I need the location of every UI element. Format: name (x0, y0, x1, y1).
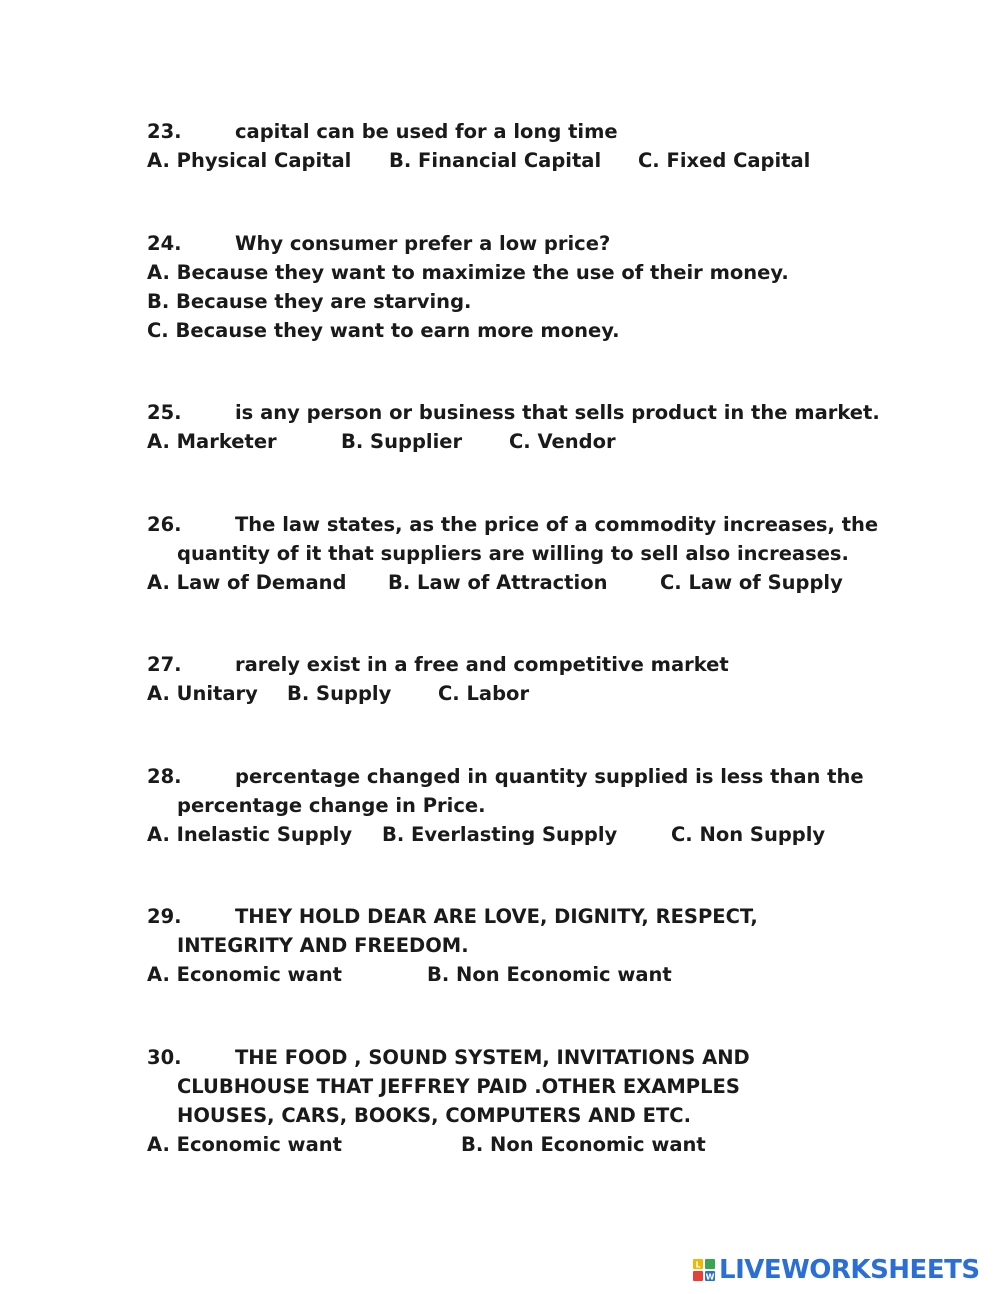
logo-letter-w: W (705, 1272, 715, 1281)
question-25 (147, 398, 907, 456)
question-text: is any person or business that sells product in the market. (235, 401, 880, 424)
option-b: B. Non Economic want (461, 1133, 706, 1156)
question-27 (147, 650, 907, 708)
option-c: C. Because they want to earn more money. (147, 319, 620, 342)
question-text: THEY HOLD DEAR ARE LOVE, DIGNITY, RESPECT, (235, 905, 758, 928)
option-b: B. Supplier (341, 430, 463, 453)
option-b: B. Law of Attraction (388, 571, 608, 594)
question-number: 24. (147, 232, 182, 255)
options-row (147, 679, 907, 708)
options-row (147, 1130, 907, 1159)
question-number: 27. (147, 653, 182, 676)
question-number: 28. (147, 765, 182, 788)
option-b: B. Because they are starving. (147, 290, 472, 313)
question-text-continued: HOUSES, CARS, BOOKS, COMPUTERS AND ETC. (177, 1104, 691, 1127)
question-text: rarely exist in a free and competitive market (235, 653, 729, 676)
option-a: A. Economic want (147, 1133, 342, 1156)
option-b: B. Non Economic want (427, 963, 672, 986)
logo-text: LIVEWORKSHEETS (719, 1255, 980, 1285)
question-text: THE FOOD , SOUND SYSTEM, INVITATIONS AND (235, 1046, 750, 1069)
question-26 (147, 510, 907, 597)
option-c: C. Non Supply (671, 823, 826, 846)
question-text: The law states, as the price of a commodity increases, the (235, 513, 879, 536)
question-text-continued: CLUBHOUSE THAT JEFFREY PAID .OTHER EXAMPLES (177, 1075, 740, 1098)
options-row (147, 568, 907, 597)
question-number: 30. (147, 1046, 182, 1069)
options-row (147, 820, 907, 849)
liveworksheets-logo (693, 1256, 980, 1284)
option-a: A. Law of Demand (147, 571, 347, 594)
question-text: capital can be used for a long time (235, 120, 618, 143)
question-number: 26. (147, 513, 182, 536)
question-text-continued: percentage change in Price. (177, 794, 486, 817)
question-24 (147, 229, 907, 345)
option-b: B. Everlasting Supply (382, 823, 618, 846)
options-row (147, 960, 907, 989)
question-28 (147, 762, 907, 849)
question-number: 25. (147, 401, 182, 424)
logo-letter-l: L (695, 1260, 701, 1270)
option-a: A. Unitary (147, 682, 258, 705)
options-row (147, 427, 907, 456)
question-number: 23. (147, 120, 182, 143)
option-c: C. Labor (438, 682, 530, 705)
question-number: 29. (147, 905, 182, 928)
option-c: C. Vendor (509, 430, 616, 453)
option-a: A. Inelastic Supply (147, 823, 353, 846)
option-c: C. Law of Supply (660, 571, 843, 594)
question-29 (147, 902, 907, 989)
option-a: A. Marketer (147, 430, 277, 453)
question-text-continued: INTEGRITY AND FREEDOM. (177, 934, 469, 957)
option-a: A. Because they want to maximize the use of their money. (147, 261, 789, 284)
question-text: percentage changed in quantity supplied is less than the (235, 765, 864, 788)
question-30 (147, 1043, 907, 1159)
question-text-continued: quantity of it that suppliers are willing to sell also increases. (177, 542, 849, 565)
options-row (147, 146, 907, 175)
question-23 (147, 117, 907, 175)
option-b: B. Financial Capital (389, 149, 602, 172)
option-b: B. Supply (287, 682, 392, 705)
logo-blocks-icon (693, 1259, 715, 1281)
option-a: A. Physical Capital (147, 149, 352, 172)
option-a: A. Economic want (147, 963, 342, 986)
question-text: Why consumer prefer a low price? (235, 232, 611, 255)
option-c: C. Fixed Capital (638, 149, 811, 172)
